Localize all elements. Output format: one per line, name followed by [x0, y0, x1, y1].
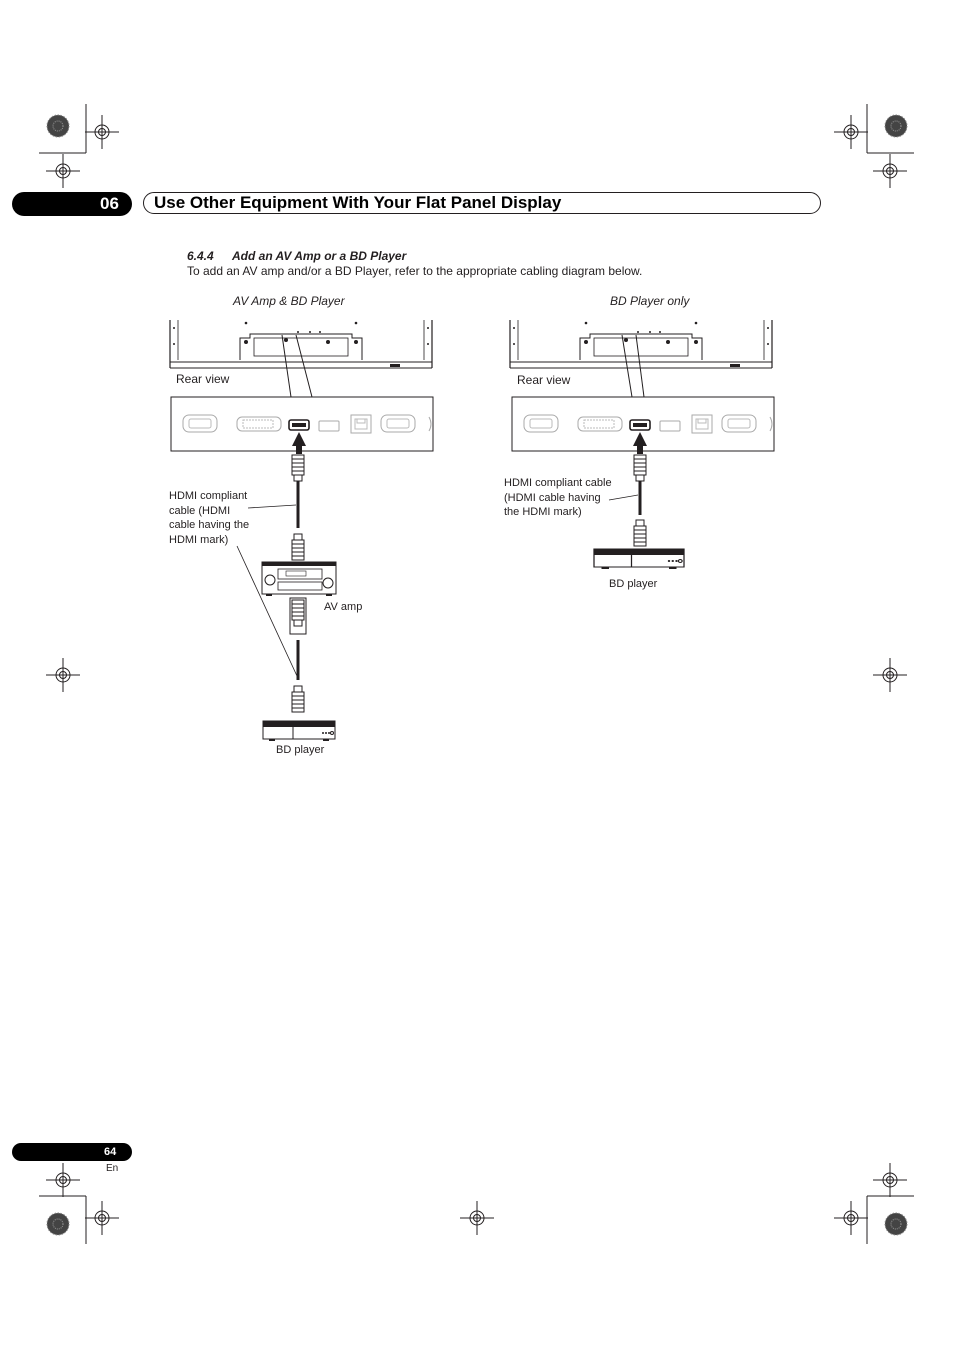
registration-mark-icon	[460, 1201, 494, 1235]
hdmi-plug-icon	[292, 455, 304, 481]
display-rear-view	[510, 320, 772, 368]
av-amp-device	[262, 562, 336, 596]
section-heading	[187, 249, 406, 263]
color-dial-icon	[885, 1213, 907, 1235]
page-language: En	[106, 1163, 119, 1174]
right-bd-player-label: BD player	[609, 578, 658, 590]
color-dial-icon	[47, 1213, 69, 1235]
section-number: 6.4.4	[187, 249, 214, 263]
registration-mark-icon	[85, 1201, 119, 1235]
display-rear-view	[170, 320, 432, 368]
section-title: Add an AV Amp or a BD Player	[232, 249, 407, 263]
color-dial-icon	[885, 115, 907, 137]
cable-label-line: cable (HDMI	[169, 504, 231, 517]
hdmi-plug-icon	[634, 455, 646, 481]
bd-player-device	[594, 549, 684, 569]
hdmi-plug-icon	[634, 520, 646, 546]
cable-label-line: HDMI compliant	[169, 490, 248, 502]
registration-mark-icon	[873, 658, 907, 692]
bd-player-device	[263, 721, 335, 741]
hdmi-plug-icon	[292, 600, 304, 626]
registration-mark-icon	[85, 115, 119, 149]
cable-label-line: HDMI compliant cable	[504, 477, 612, 489]
cable-label-line: the HDMI mark)	[504, 506, 582, 518]
left-bd-player-label: BD player	[276, 744, 325, 756]
right-connection-diagram	[510, 320, 774, 569]
page-number: 64	[104, 1146, 117, 1158]
registration-mark-icon	[834, 1201, 868, 1235]
cable-label-line: (HDMI cable having	[504, 491, 601, 504]
hdmi-plug-icon	[292, 534, 304, 560]
color-dial-icon	[47, 115, 69, 137]
hdmi-plug-icon	[292, 686, 304, 712]
right-diagram-caption: BD Player only	[610, 294, 690, 308]
chapter-title: Use Other Equipment With Your Flat Panel Display	[154, 193, 562, 212]
registration-mark-icon	[46, 1163, 80, 1197]
left-rear-view-label: Rear view	[176, 372, 230, 386]
registration-mark-icon	[873, 1163, 907, 1197]
cable-label-line: cable having the	[169, 519, 250, 531]
left-cable-label	[169, 489, 249, 547]
right-rear-view-label: Rear view	[517, 373, 571, 387]
registration-mark-icon	[834, 115, 868, 149]
av-amp-label: AV amp	[324, 601, 363, 613]
registration-mark-icon	[46, 154, 80, 188]
registration-mark-icon	[873, 154, 907, 188]
cable-label-line: HDMI mark)	[169, 533, 229, 546]
chapter-number: 06	[100, 194, 119, 213]
left-diagram-caption: AV Amp & BD Player	[233, 294, 345, 308]
right-cable-label	[504, 476, 612, 520]
registration-mark-icon	[46, 658, 80, 692]
section-body: To add an AV amp and/or a BD Player, refer to the appropriate cabling diagram below.	[187, 264, 643, 278]
